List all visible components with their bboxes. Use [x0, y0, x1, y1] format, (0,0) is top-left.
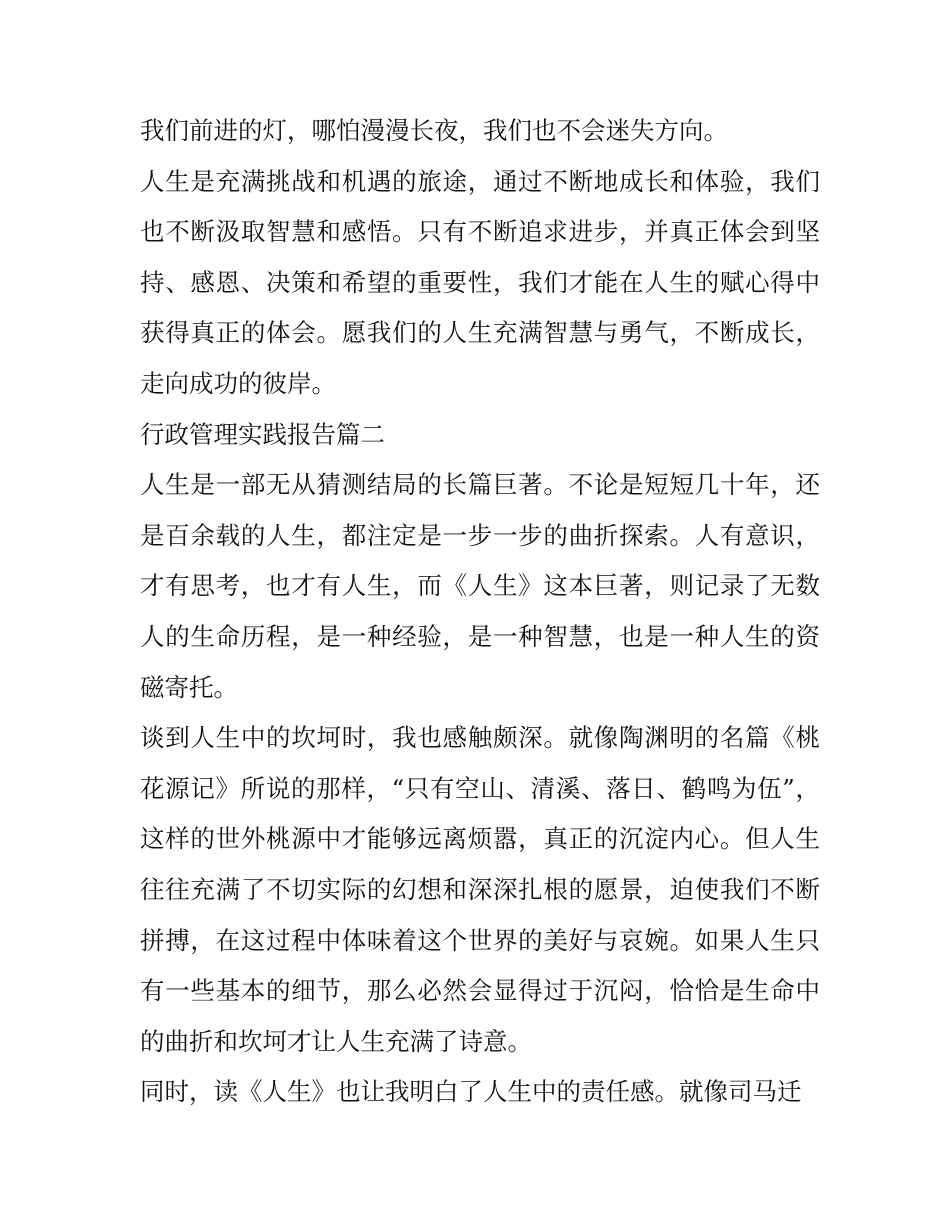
- paragraph-continued: 我们前进的灯，哪怕漫漫长夜，我们也不会迷失方向。: [140, 116, 728, 145]
- section-heading: 行政管理实践报告篇二: [140, 419, 385, 449]
- paragraph-responsibility: 同时，读《人生》也让我明白了人生中的责任感。就像司马迁: [140, 1077, 802, 1107]
- paragraph-life-journey: 人生是充满挑战和机遇的旅途，通过不断地成长和体验，我们也不断汲取智慧和感悟。只有不断追求进步，并真正体会到坚持、感恩、决策和希望的重要性，我们才能在人生的赋心得中获得真正的体会。愿我们的人生充满智慧与勇气，不断成长，走向成功的彼岸。: [140, 166, 820, 398]
- document-body: [140, 106, 820, 1118]
- paragraph-life-book: 人生是一部无从猜测结局的长篇巨著。不论是短短几十年，还是百余载的人生，都注定是一步一步的曲折探索。人有意识，才有思考，也才有人生，而《人生》这本巨著，则记录了无数人的生命历程，是一种经验，是一种智慧，也是一种人生的资磁寄托。: [140, 470, 820, 702]
- paragraph-hardships: 谈到人生中的坎坷时，我也感触颇深。就像陶渊明的名篇《桃花源记》所说的那样，“只有空山、清溪、落日、鹤鸣为伍”，这样的世外桃源中才能够远离烦嚣，真正的沉淀内心。但人生往往充满了不切实际的幻想和深深扎根的愿景，迫使我们不断拼搏，在这过程中体味着这个世界的美好与哀婉。如果人生只有一些基本的细节，那么必然会显得过于沉闷，恰恰是生命中的曲折和坎坷才让人生充满了诗意。: [140, 723, 820, 1056]
